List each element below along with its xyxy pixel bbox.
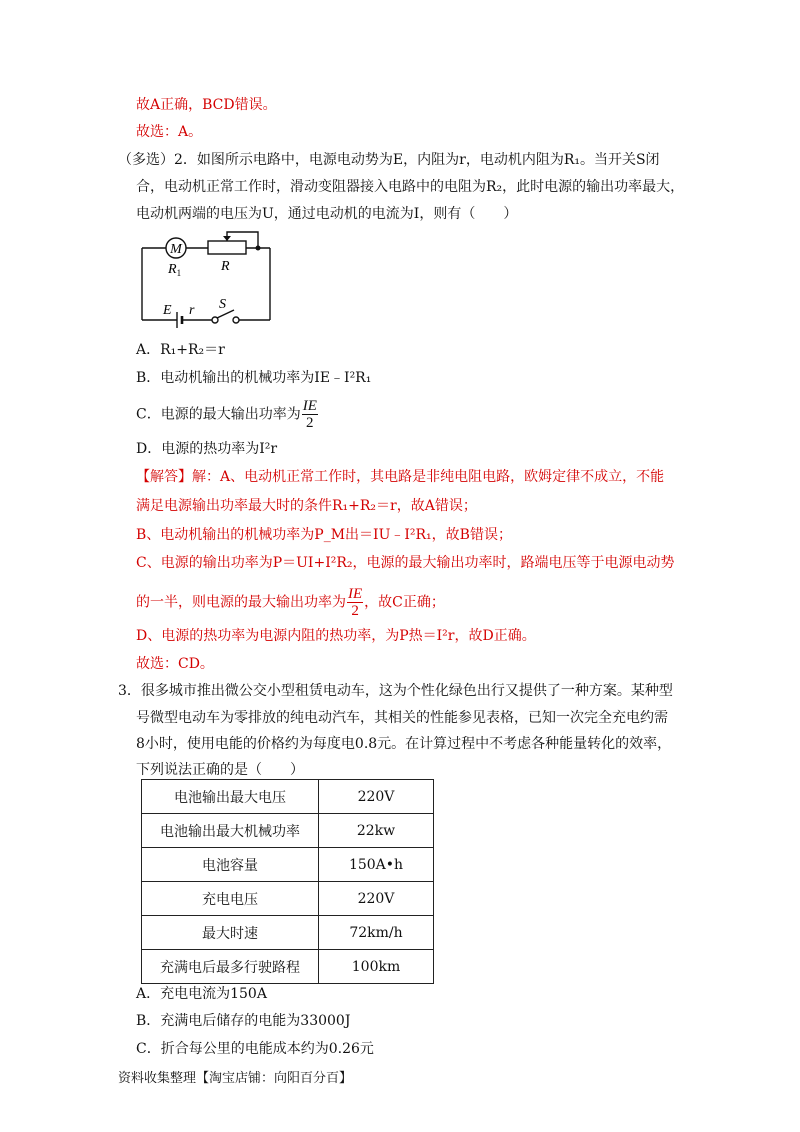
spec-table: [141, 779, 434, 984]
table-key: 充满电后最多行驶路程: [142, 950, 319, 984]
answer-choice-a: 故选：A。: [136, 124, 203, 140]
q3-stem-line3: 8小时，使用电能的价格约为每度电0.8元。在计算过程中不考虑各种能量转化的效率，: [136, 736, 672, 752]
table-row: [142, 848, 434, 882]
q2-solution-line5-pre: 的一半，则电源的最大输出功率为: [136, 594, 346, 611]
q2-option-d[interactable]: D．电源的热功率为I²r: [136, 441, 278, 457]
table-row: [142, 780, 434, 814]
table-key: 最大时速: [142, 916, 319, 950]
q2-option-c[interactable]: [136, 398, 319, 431]
q2-solution-line5: [136, 586, 445, 619]
q2-solution-line1: 【解答】解：A、电动机正常工作时，其电路是非纯电阻电路，欧姆定律不成立，不能: [136, 469, 665, 485]
rheostat-label: R: [221, 259, 230, 274]
q2-solution-line3: B、电动机输出的机械功率为P_M出＝IU﹣I²R₁，故B错误；: [136, 527, 512, 543]
q2-stem-line3: 电动机两端的电压为U，通过电动机的电流为I，则有（ ）: [136, 206, 518, 222]
q2-solution-line4: C、电源的输出功率为P＝UI+I²R₂，电源的最大输出功率时，路端电压等于电源电动势: [136, 555, 675, 571]
ie-over-2-fraction: $\frac{IE}{2}$: [302, 398, 317, 431]
q3-option-c[interactable]: C．折合每公里的电能成本约为0.26元: [136, 1041, 374, 1057]
table-value: 100km: [319, 950, 434, 984]
table-row: [142, 950, 434, 984]
circuit-diagram: [140, 228, 275, 328]
table-value: 150A•h: [319, 848, 434, 882]
q2-solution-line2: 满足电源输出功率最大时的条件R₁+R₂＝r，故A错误；: [136, 498, 477, 514]
rheostat-symbol: [208, 241, 246, 254]
table-key: 电池输出最大电压: [142, 780, 319, 814]
internal-resistance-label: r: [189, 303, 195, 318]
switch-label: S: [219, 297, 226, 312]
table-key: 电池输出最大机械功率: [142, 814, 319, 848]
q3-stem-line4: 下列说法正确的是（ ）: [136, 762, 304, 778]
emf-label: E: [163, 303, 172, 318]
r1-label: $R_1$: [168, 262, 182, 278]
q2-answer-choice: 故选：CD。: [136, 656, 214, 672]
table-key: 充电电压: [142, 882, 319, 916]
table-value: 220V: [319, 882, 434, 916]
table-key: 电池容量: [142, 848, 319, 882]
ie-over-2-fraction-answer: $\frac{IE}{2}$: [348, 586, 363, 619]
table-row: [142, 814, 434, 848]
q3-stem-line2: 号微型电动车为零排放的纯电动汽车，其相关的性能参见表格，已知一次完全充电约需: [136, 710, 668, 726]
table-value: 22kw: [319, 814, 434, 848]
q3-option-b[interactable]: B．充满电后储存的电能为33000J: [136, 1013, 351, 1029]
q2-option-c-text: C．电源的最大输出功率为: [136, 406, 301, 423]
q2-stem-line1: （多选）2．如图所示电路中，电源电动势为E，内阻为r，电动机内阻为R₁。当开关S闭: [118, 152, 660, 168]
q3-stem-line1: 3．很多城市推出微公交小型租赁电动车，这为个性化绿色出行又提供了一种方案。某种型: [118, 683, 673, 699]
q2-stem-line2: 合，电动机正常工作时，滑动变阻器接入电路中的电阻为R₂，此时电源的输出功率最大，: [136, 179, 685, 195]
q2-solution-line5-post: ，故C正确；: [364, 594, 445, 611]
answer-line-a-correct: 故A正确，BCD错误。: [136, 97, 277, 113]
table-value: 220V: [319, 780, 434, 814]
table-row: [142, 916, 434, 950]
table-row: [142, 882, 434, 916]
q2-option-a[interactable]: A．R₁+R₂＝r: [136, 342, 225, 358]
q2-option-b[interactable]: B．电动机输出的机械功率为IE﹣I²R₁: [136, 370, 372, 386]
table-value: 72km/h: [319, 916, 434, 950]
q3-option-a[interactable]: A．充电电流为150A: [136, 986, 267, 1002]
motor-label: M: [170, 242, 182, 257]
junction-dot: [256, 246, 261, 251]
footer-source: 资料收集整理【淘宝店铺：向阳百分百】: [118, 1071, 353, 1086]
q2-solution-line6: D、电源的热功率为电源内阻的热功率，为P热＝I²r，故D正确。: [136, 628, 536, 644]
